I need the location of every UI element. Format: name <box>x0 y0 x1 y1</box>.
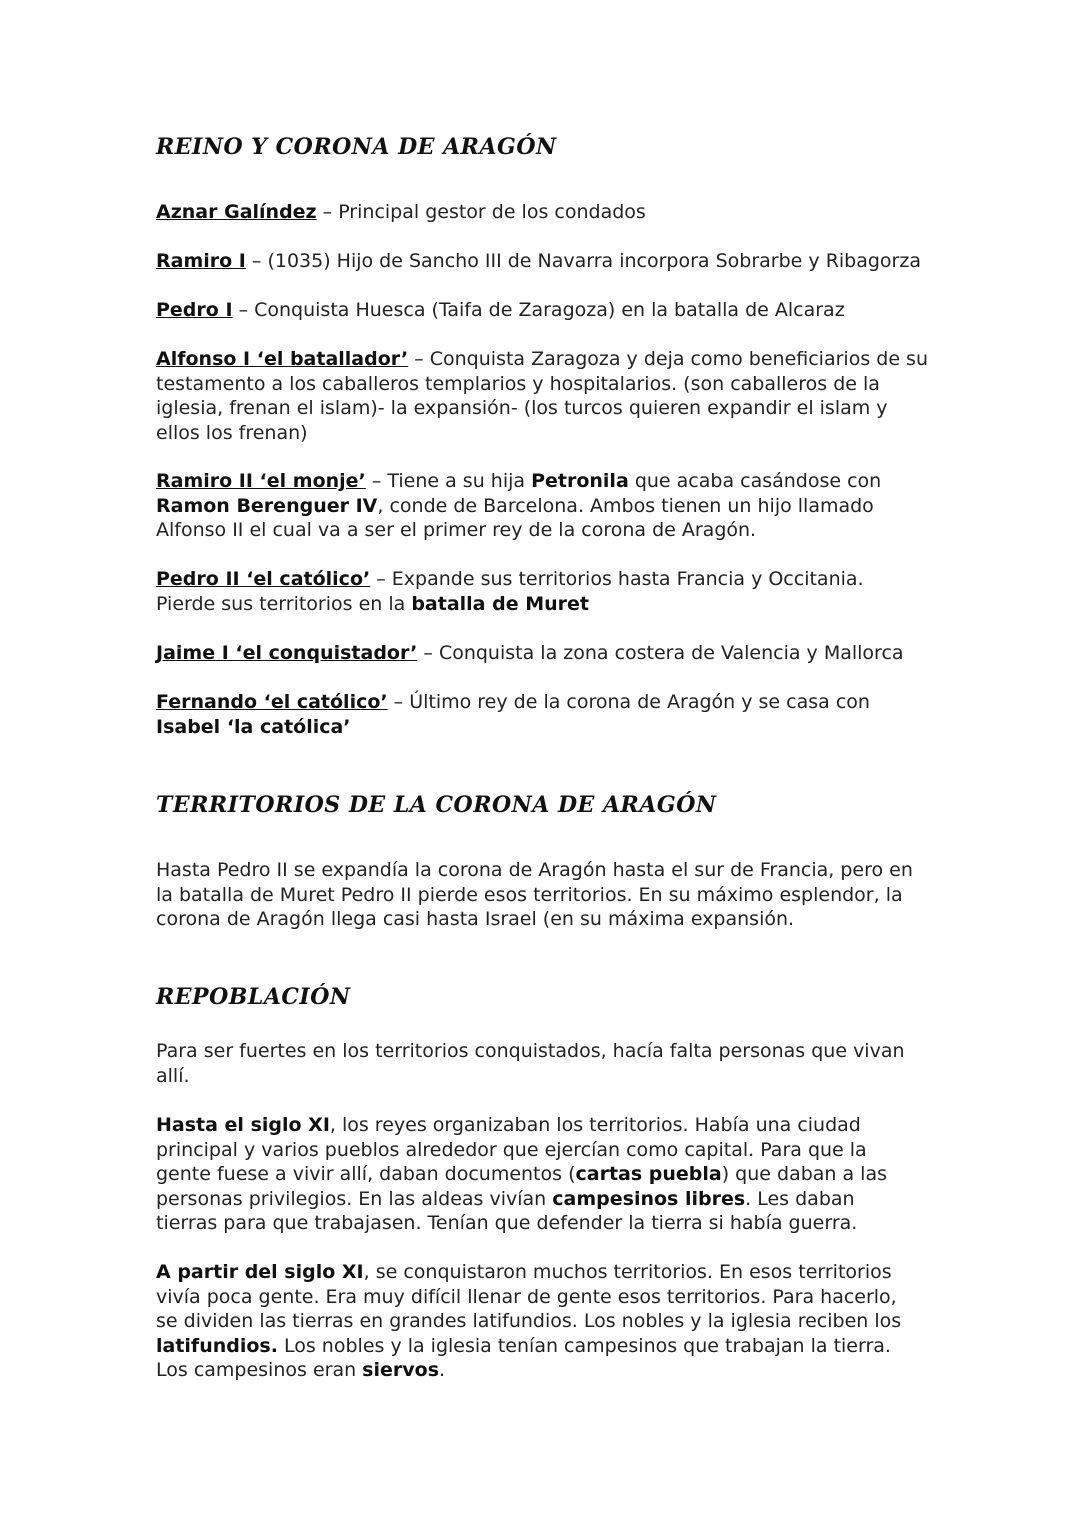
paragraph-bold: latifundios. <box>156 1334 278 1357</box>
entry-name: Pedro I <box>156 299 233 321</box>
entry-text: – Conquista la zona costera de Valencia y Mallorca <box>417 642 904 664</box>
entry-ramiro-ii <box>156 469 896 543</box>
paragraph-repoblacion-intro: Para ser fuertes en los territorios conquistados, hacía falta personas que vivan allí. <box>156 1040 905 1087</box>
section-heading-reino: REINO Y CORONA DE ARAGÓN <box>156 134 557 160</box>
entry-name: Aznar Galíndez <box>156 201 317 223</box>
entry-text: – Tiene a su hija <box>365 470 532 492</box>
entry-text: – Conquista Zaragoza y deja como beneficiarios de su testamento a los caballeros templarios y hospitalarios. (son caballeros de la iglesia, frenan el islam)- la expansión- (los turcos quieren expandir el islam y ellos los frenan) <box>156 348 928 444</box>
paragraph-text: . <box>439 1359 446 1381</box>
entry-text: – Conquista Huesca (Taifa de Zaragoza) en la batalla de Alcaraz <box>232 299 845 321</box>
entry-text: que acaba casándose con <box>628 470 882 492</box>
entry-name: Alfonso I ‘el batallador’ <box>156 348 409 370</box>
paragraph-bold: A partir del siglo XI <box>156 1261 364 1283</box>
entry-bold: batalla de Muret <box>411 592 589 615</box>
paragraph-text: , se conquistaron muchos territorios. En esos territorios vivía poca gente. Era muy difícil llenar de gente esos territorios. Para hacerlo, se dividen las tierras en grandes latifundios. Los nobles y la iglesia reciben los <box>156 1261 902 1332</box>
entry-text: – (1035) Hijo de Sancho III de Navarra incorpora Sobrarbe y Ribagorza <box>245 250 921 272</box>
entry-text: – Último rey de la corona de Aragón y se casa con <box>387 691 870 713</box>
entry-bold: Isabel ‘la católica’ <box>156 715 351 738</box>
entry-pedro-i <box>156 298 936 323</box>
entry-name: Jaime I ‘el conquistador’ <box>156 642 418 664</box>
paragraph-text: Los nobles y la iglesia tenían campesinos que trabajan la tierra. Los campesinos eran <box>156 1334 891 1381</box>
paragraph-bold: siervos <box>362 1359 439 1381</box>
paragraph-text: ) que daban a las personas privilegios. En las aldeas vivían <box>156 1163 887 1210</box>
paragraph-bold: campesinos libres <box>552 1187 746 1210</box>
entry-name: Fernando ‘el católico’ <box>156 691 388 713</box>
section-heading-territorios: TERRITORIOS DE LA CORONA DE ARAGÓN <box>156 792 717 818</box>
entry-bold: Petronila <box>531 470 629 492</box>
section-heading-repoblacion: REPOBLACIÓN <box>156 984 351 1010</box>
paragraph-hasta-siglo-xi <box>156 1113 901 1236</box>
paragraph-a-partir-siglo-xi <box>156 1260 921 1383</box>
entry-name: Ramiro II ‘el monje’ <box>156 470 366 492</box>
entry-aznar <box>156 200 936 225</box>
entry-text: , conde de Barcelona. Ambos tienen un hijo llamado Alfonso II el cual va a ser el primer rey de la corona de Aragón. <box>156 494 874 541</box>
entry-pedro-ii <box>156 567 926 616</box>
entry-alfonso-i <box>156 347 931 445</box>
entry-name: Pedro II ‘el católico’ <box>156 568 371 590</box>
entry-jaime-i <box>156 641 936 666</box>
entry-fernando <box>156 690 896 739</box>
entry-bold: Ramon Berenguer IV <box>156 494 378 517</box>
paragraph-bold: cartas puebla <box>575 1163 722 1185</box>
entry-text: – Principal gestor de los condados <box>316 201 646 223</box>
paragraph-bold: Hasta el siglo XI <box>156 1114 330 1136</box>
paragraph-text: . Les daban tierras para que trabajasen. Tenían que defender la tierra si había guerra. <box>156 1187 858 1234</box>
paragraph-text: , los reyes organizaban los territorios. Había una ciudad principal y varios pueblos alrededor que ejercían como capital. Para que la gente fuese a vivir allí, daban documentos ( <box>156 1114 867 1185</box>
entry-ramiro-i <box>156 249 936 274</box>
paragraph-territorios: Hasta Pedro II se expandía la corona de Aragón hasta el sur de Francia, pero en la batalla de Muret Pedro II pierde esos territorios. En su máximo esplendor, la corona de Aragón llega casi hasta Israel (en su máxima expansión. <box>156 859 913 930</box>
entry-name: Ramiro I <box>156 250 246 272</box>
entry-text: – Expande sus territorios hasta Francia y Occitania. Pierde sus territorios en la <box>156 568 864 615</box>
